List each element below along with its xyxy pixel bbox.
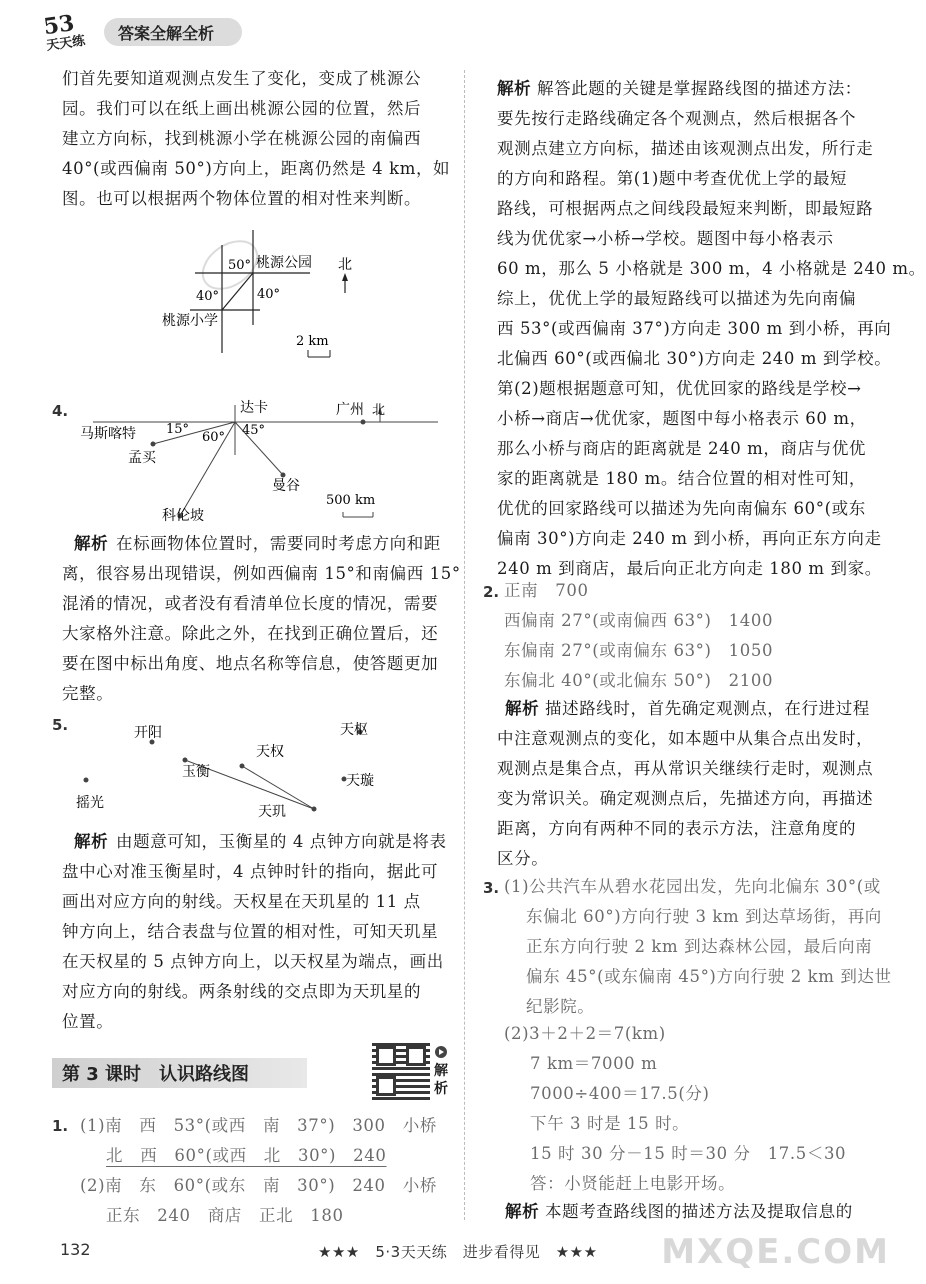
angle-40b-label: 40° xyxy=(257,287,281,302)
star-tianji: 天玑 xyxy=(258,804,286,820)
star-kaiyang: 开阳 xyxy=(134,725,162,741)
q1-answers xyxy=(80,1112,460,1232)
text-line: 40°(或西偏南 50°)方向上，距离仍然是 4 km，如 xyxy=(62,159,451,178)
text-line: 们首先要知道观测点发生了变化，变成了桃源公 xyxy=(62,69,422,88)
text-line: 要先按行走路线确定各个观测点，然后根据各个 xyxy=(497,109,857,128)
text-line: 区分。 xyxy=(497,849,549,868)
question-number: 4. xyxy=(52,402,69,420)
city-dhaka: 达卡 xyxy=(240,400,268,416)
star-yaoguang: 摇光 xyxy=(76,795,104,811)
text-line: 建立方向标，找到桃源小学在桃源公园的南偏西 xyxy=(62,129,422,148)
text-line: 由题意可知，玉衡星的 4 点钟方向就是将表 xyxy=(116,832,447,851)
north-label: 北 xyxy=(372,403,386,418)
q3-part1 xyxy=(504,873,892,1023)
question-number: 3. xyxy=(483,879,500,897)
star-tianquan: 天权 xyxy=(256,744,284,760)
north-label: 北 xyxy=(338,257,352,273)
svg-text:天天练: 天天练 xyxy=(45,33,87,54)
school-label: 桃源小学 xyxy=(162,313,218,329)
header-logo xyxy=(40,8,100,52)
text-line: 本题考查路线图的描述方法及提取信息的 xyxy=(545,1202,853,1221)
question-number: 5. xyxy=(52,716,69,734)
answer-line: 7000÷400＝17.5(分) xyxy=(530,1084,710,1103)
text-line: 240 m 到商店，最后向正北方向走 180 m 到家。 xyxy=(497,559,882,578)
qr-label: 解析 xyxy=(434,1063,448,1097)
q3-part2 xyxy=(504,1020,879,1200)
city-maskat: 马斯喀特 xyxy=(80,426,136,442)
text-line: 观测点是集合点，再从常识关继续行走时，观测点 xyxy=(497,759,874,778)
q4-analysis xyxy=(62,530,461,710)
text-line: 家的距离就是 180 m。结合位置的相对性可知， xyxy=(497,469,867,488)
text-line: 对应方向的射线。两条射线的交点即为天玑星的 xyxy=(62,982,422,1001)
scale-label: 500 km xyxy=(326,493,376,508)
angle-45: 45° xyxy=(242,423,266,438)
city-mumbai: 孟买 xyxy=(128,450,156,466)
text-line: 描述路线时，首先确定观测点，在行进过程 xyxy=(545,699,870,718)
answer-line: 东偏南 27°(或南偏东 63°) 1050 xyxy=(504,641,774,660)
star-tianshu: 天枢 xyxy=(340,722,368,738)
city-guangzhou: 广州 xyxy=(336,402,364,418)
text-line: 要在图中标出角度、地点名称等信息，使答题更加 xyxy=(62,654,439,673)
analysis-label: 解析 xyxy=(505,699,540,718)
answer-line: 答：小贤能赶上电影开场。 xyxy=(530,1174,736,1193)
text-line: 第(2)题根据题意可知，优优回家的路线是学校→ xyxy=(497,379,862,398)
star-yuheng: 玉衡 xyxy=(182,764,210,780)
footer-slogan: ★★★ 5·3天天练 进步看得见 ★★★ xyxy=(318,1243,598,1261)
text-line: 图。也可以根据两个物体位置的相对性来判断。 xyxy=(62,189,422,208)
header-tag-text: 答案全解全析 xyxy=(118,24,215,43)
answer-line: 西偏南 27°(或南偏西 63°) 1400 xyxy=(504,611,774,630)
column-divider xyxy=(464,70,465,1220)
text-line: 偏南 30°)方向走 240 m 到小桥，再向正东方向走 xyxy=(497,529,882,548)
text-line: 中注意观测点的变化，如本题中从集合点出发时， xyxy=(497,729,874,748)
city-colombo: 科伦坡 xyxy=(162,508,204,524)
q5-analysis xyxy=(62,828,457,1038)
right-analysis-3 xyxy=(497,1198,882,1228)
svg-text:53: 53 xyxy=(41,10,76,41)
lesson-title-bar xyxy=(52,1058,307,1088)
answer-line: 东偏北 60°)方向行驶 3 km 到达草场街，再向 xyxy=(526,907,882,926)
text-line: 60 m，那么 5 小格就是 300 m，4 小格就是 240 m。 xyxy=(497,259,926,278)
text-line: 混淆的情况，或者没有看清单位长度的情况，需要 xyxy=(62,594,439,613)
figure-cities xyxy=(68,400,463,530)
text-line: 离，很容易出现错误，例如西偏南 15°和南偏西 15° xyxy=(62,564,461,583)
analysis-label: 解析 xyxy=(74,534,109,553)
answer-line: (2)3＋2＋2＝7(km) xyxy=(504,1024,666,1043)
analysis-label: 解析 xyxy=(497,79,532,98)
answer-line: 东偏北 40°(或北偏东 50°) 2100 xyxy=(504,671,774,690)
text-line: 优优的回家路线可以描述为先向南偏东 60°(或东 xyxy=(497,499,866,518)
text-line: 大家格外注意。除此之外，在找到正确位置后，还 xyxy=(62,624,439,643)
angle-40a-label: 40° xyxy=(196,289,220,304)
park-label: 桃源公园 xyxy=(256,255,312,271)
answer-line: 正东方向行驶 2 km 到达森林公园，最后向南 xyxy=(526,937,873,956)
answer-line: 偏东 45°(或东偏南 45°)方向行驶 2 km 到达世 xyxy=(526,967,892,986)
text-line: 盘中心对准玉衡星时，4 点钟时针的指向，据此可 xyxy=(62,862,439,881)
angle-60: 60° xyxy=(202,430,226,445)
text-line: 观测点建立方向标，描述由该观测点出发，所行走 xyxy=(497,139,874,158)
text-line: 的方向和路程。第(1)题中考查优优上学的最短 xyxy=(497,169,848,188)
qr-code[interactable] xyxy=(372,1042,430,1100)
angle-50-label: 50° xyxy=(228,258,252,273)
q2-answers xyxy=(504,577,874,697)
scale-label: 2 km xyxy=(296,334,329,349)
play-icon xyxy=(435,1046,447,1058)
question-number: 2. xyxy=(483,583,500,601)
text-line: 综上，优优上学的最短路线可以描述为先向南偏 xyxy=(497,289,857,308)
watermark-text: MXQE.COM xyxy=(661,1232,890,1272)
analysis-label: 解析 xyxy=(505,1202,540,1221)
answer-line: 正东 240 商店 正北 180 xyxy=(106,1206,344,1225)
answer-line: 正南 700 xyxy=(504,581,589,600)
answer-line: (1)南 西 53°(或西 南 37°) 300 小桥 xyxy=(80,1116,437,1135)
text-line: 位置。 xyxy=(62,1012,114,1031)
right-analysis-2 xyxy=(497,695,877,875)
watermark xyxy=(661,1228,890,1278)
city-bangkok: 曼谷 xyxy=(272,478,300,494)
lesson-title: 第 3 课时 认识路线图 xyxy=(62,1064,250,1085)
text-line: 北偏西 60°(或西偏北 30°)方向走 240 m 到学校。 xyxy=(497,349,892,368)
text-line: 钟方向上，结合表盘与位置的相对性，可知天玑星 xyxy=(62,922,439,941)
text-line: 西 53°(或西偏南 37°)方向走 300 m 到小桥，再向 xyxy=(497,319,892,338)
answer-line: 15 时 30 分－15 时＝30 分 17.5＜30 xyxy=(530,1144,847,1163)
text-line: 路线，可根据两点之间线段最短来判断，即最短路 xyxy=(497,199,874,218)
text-line: 园。我们可以在纸上画出桃源公园的位置，然后 xyxy=(62,99,422,118)
answer-line: 7 km＝7000 m xyxy=(530,1054,658,1073)
right-analysis-1 xyxy=(497,75,926,595)
answer-line: 纪影院。 xyxy=(526,997,595,1016)
text-line: 小桥→商店→优优家，题图中每小格表示 60 m， xyxy=(497,409,867,428)
text-line: 解答此题的关键是掌握路线图的描述方法： xyxy=(537,79,862,98)
question-number: 1. xyxy=(52,1117,69,1135)
text-line: 完整。 xyxy=(62,684,114,703)
header-tag xyxy=(104,18,242,46)
page-number: 132 xyxy=(60,1240,91,1259)
text-line: 变为常识关。确定观测点后，先描述方向，再描述 xyxy=(497,789,874,808)
star-tianxuan: 天璇 xyxy=(346,773,374,789)
text-line: 在天权星的 5 点钟方向上，以天权星为端点，画出 xyxy=(62,952,444,971)
figure-taoyuan xyxy=(150,225,390,385)
answer-line: 北 西 60°(或西 北 30°) 240 xyxy=(106,1146,387,1165)
text-line: 那么小桥与商店的距离就是 240 m，商店与优优 xyxy=(497,439,867,458)
text-line: 线为优优家→小桥→学校。题图中每小格表示 xyxy=(497,229,834,248)
text-line: 距离，方向有两种不同的表示方法，注意角度的 xyxy=(497,819,857,838)
answer-line: (2)南 东 60°(或东 南 30°) 240 小桥 xyxy=(80,1176,437,1195)
analysis-label: 解析 xyxy=(74,832,109,851)
answer-line: 下午 3 时是 15 时。 xyxy=(530,1114,690,1133)
angle-15: 15° xyxy=(166,422,190,437)
text-line: 在标画物体位置时，需要同时考虑方向和距 xyxy=(116,534,441,553)
text-line: 画出对应方向的射线。天权星在天玑星的 11 点 xyxy=(62,892,421,911)
answer-line: (1)公共汽车从碧水花园出发，先向北偏东 30°(或 xyxy=(504,877,881,896)
figure-stars xyxy=(62,712,457,827)
